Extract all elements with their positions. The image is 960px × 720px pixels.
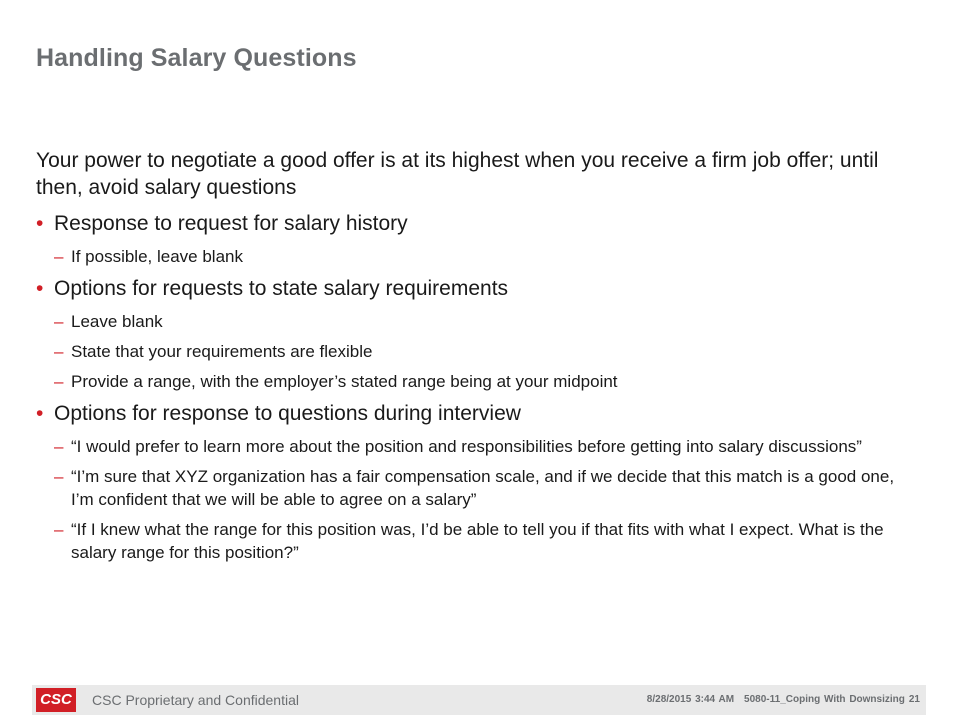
sub-text: If possible, leave blank bbox=[71, 247, 243, 266]
dash-icon: – bbox=[54, 342, 64, 361]
sub-text: Leave blank bbox=[71, 312, 163, 331]
bullet-text: Options for requests to state salary requirements bbox=[54, 277, 509, 300]
sub-item bbox=[54, 435, 916, 458]
bullet-text: Options for response to questions during interview bbox=[54, 402, 521, 425]
confidential-label: CSC Proprietary and Confidential bbox=[92, 692, 299, 708]
sub-list bbox=[36, 435, 916, 564]
sub-list bbox=[36, 245, 916, 268]
sub-item bbox=[54, 370, 916, 393]
slide-footer bbox=[32, 685, 926, 715]
footer-datetime: 8/28/2015 3:44 AM bbox=[646, 694, 735, 705]
sub-text: “If I knew what the range for this position was, I’d be able to tell you if that fits with what I expect. What is the salary range for this position?” bbox=[71, 520, 884, 562]
sub-text: “I would prefer to learn more about the position and responsibilities before getting into salary discussions” bbox=[71, 437, 862, 456]
sub-list bbox=[36, 310, 916, 393]
footer-filename: 5080-11_Coping With Downsizing bbox=[744, 694, 905, 705]
intro-paragraph: Your power to negotiate a good offer is at its highest when you receive a firm job offer; until then, avoid salary questions bbox=[36, 149, 879, 199]
csc-logo: CSC bbox=[36, 688, 76, 712]
dash-icon: – bbox=[54, 467, 64, 486]
page-number: 21 bbox=[908, 694, 920, 705]
dash-icon: – bbox=[54, 247, 64, 266]
slide-body bbox=[36, 147, 916, 571]
sub-text: Provide a range, with the employer’s stated range being at your midpoint bbox=[71, 372, 618, 391]
dash-icon: – bbox=[54, 437, 64, 456]
sub-item bbox=[54, 518, 916, 564]
bullet-item bbox=[36, 275, 916, 302]
bullet-text: Response to request for salary history bbox=[54, 212, 408, 235]
sub-text: State that your requirements are flexible bbox=[71, 342, 373, 361]
sub-item bbox=[54, 310, 916, 333]
sub-item bbox=[54, 465, 916, 511]
sub-item bbox=[54, 340, 916, 363]
bullet-icon: • bbox=[36, 402, 44, 425]
dash-icon: – bbox=[54, 372, 64, 391]
bullet-icon: • bbox=[36, 277, 44, 300]
dash-icon: – bbox=[54, 312, 64, 331]
slide-title: Handling Salary Questions bbox=[36, 44, 357, 72]
bullet-item bbox=[36, 210, 916, 237]
sub-item bbox=[54, 245, 916, 268]
bullet-icon: • bbox=[36, 212, 44, 235]
footer-meta bbox=[637, 694, 920, 705]
sub-text: “I’m sure that XYZ organization has a fair compensation scale, and if we decide that this match is a good one, I’m confident that we will be able to agree on a salary” bbox=[71, 467, 895, 509]
bullet-item bbox=[36, 400, 916, 427]
dash-icon: – bbox=[54, 520, 64, 539]
